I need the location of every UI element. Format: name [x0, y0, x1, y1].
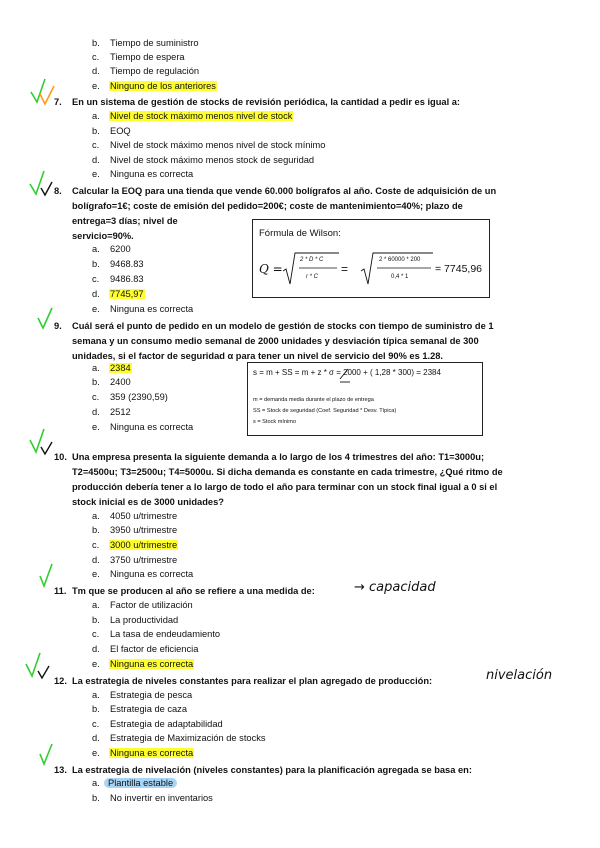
- option-letter: a.: [92, 244, 100, 254]
- question-number: 7.: [54, 97, 62, 107]
- option-letter: a.: [92, 778, 100, 788]
- check-mark-icon: [24, 650, 56, 680]
- option-text: Ninguna es correcta: [110, 169, 194, 179]
- wilson-formula-box: [252, 219, 490, 298]
- formula-q: Q =: [259, 262, 283, 276]
- option-letter: a.: [92, 690, 100, 700]
- question-text: producción debería tener a lo largo de todo el año para terminar con un stock final igual a 0 si el: [72, 482, 498, 492]
- question-text: Tm que se producen al año se refiere a una medida de:: [72, 586, 315, 596]
- handwritten-note: → capacidad: [354, 580, 436, 595]
- option-text: 2512: [110, 407, 131, 417]
- question-number: 10.: [54, 452, 67, 462]
- option-text: Estrategia de caza: [110, 704, 188, 714]
- option-text: Ninguna es correcta: [110, 304, 194, 314]
- option-letter: e.: [92, 748, 100, 758]
- option-letter: d.: [92, 407, 100, 417]
- question-number: 9.: [54, 321, 62, 331]
- option-letter: b.: [92, 259, 100, 269]
- option-text: 4050 u/trimestre: [110, 511, 178, 521]
- question-text: semana y un consumo medio semanal de 2000 unidades y desviación típica semanal de 300: [72, 336, 479, 346]
- formula-denominator: r * C: [306, 274, 318, 280]
- answer-highlight: 2384: [110, 363, 131, 373]
- option-letter: a.: [92, 600, 100, 610]
- option-text: El factor de eficiencia: [110, 644, 199, 654]
- option-letter: b.: [92, 525, 100, 535]
- question-text: La estrategia de niveles constantes para realizar el plan agregado de producción:: [72, 676, 433, 686]
- question-text: stock inicial es de 3000 unidades?: [72, 497, 224, 507]
- formula-title: Fórmula de Wilson:: [259, 228, 341, 239]
- legend-line: SS = Stock de seguridad (Coef. Seguridad * Desv. Típica): [253, 408, 397, 414]
- option-letter: a.: [92, 111, 100, 121]
- option-text: La tasa de endeudamiento: [110, 629, 221, 639]
- option-letter: c.: [92, 52, 100, 62]
- answer-highlight: Nivel de stock máximo menos nivel de stock: [110, 111, 293, 121]
- option-letter: d.: [92, 555, 100, 565]
- answer-highlight: Ninguna es correcta: [110, 659, 194, 669]
- option-letter: c.: [92, 274, 100, 284]
- legend-line: s = Stock mínimo: [253, 419, 297, 425]
- option-letter: c.: [92, 140, 100, 150]
- question-text: entrega=3 días; nivel de: [72, 216, 178, 226]
- question-number: 12.: [54, 676, 67, 686]
- option-text: 3750 u/trimestre: [110, 555, 178, 565]
- option-text: Ninguna es correcta: [110, 422, 194, 432]
- question-text: bolígrafo=1€; coste de emisión del pedido=200€; coste de mantenimiento=40%; plazo de: [72, 201, 463, 211]
- formula-equals: =: [341, 262, 349, 276]
- option-text: 6200: [110, 244, 131, 254]
- answer-highlight: Plantilla estable: [104, 778, 177, 788]
- option-letter: e.: [92, 659, 100, 669]
- question-text: Calcular la EOQ para una tienda que vende 60.000 bolígrafos al año. Coste de adquisición de un: [72, 186, 497, 196]
- option-text: La productividad: [110, 615, 179, 625]
- option-letter: e.: [92, 422, 100, 432]
- option-letter: b.: [92, 38, 100, 48]
- option-letter: e.: [92, 81, 100, 91]
- formula-numerator: 2 * 60000 * 200: [379, 257, 421, 263]
- option-letter: a.: [92, 363, 100, 373]
- option-text: 9486.83: [110, 274, 144, 284]
- option-letter: b.: [92, 126, 100, 136]
- option-text: Estrategia de Maximización de stocks: [110, 733, 266, 743]
- formula-result: = 7745,96: [435, 263, 483, 275]
- question-number: 8.: [54, 186, 62, 196]
- handwritten-note: nivelación: [486, 668, 553, 683]
- formula-text: s = m + SS = m + z * σ = 2000 + ( 1,28 * 300) = 2384: [253, 368, 441, 377]
- option-text: EOQ: [110, 126, 131, 136]
- option-text: 3950 u/trimestre: [110, 525, 178, 535]
- answer-highlight: 7745,97: [110, 289, 144, 299]
- option-text: 9468.83: [110, 259, 144, 269]
- option-text: Nivel de stock máximo menos nivel de stock mínimo: [110, 140, 326, 150]
- option-text: Factor de utilización: [110, 600, 193, 610]
- option-text: Tiempo de regulación: [110, 66, 200, 76]
- option-text: Estrategia de pesca: [110, 690, 193, 700]
- question-text: Cuál será el punto de pedido en un modelo de gestión de stocks con tiempo de suministro de 1: [72, 321, 494, 331]
- option-letter: d.: [92, 733, 100, 743]
- option-letter: b.: [92, 704, 100, 714]
- option-text: No invertir en inventarios: [110, 793, 213, 803]
- legend-line: m = demanda media durante el plazo de entrega: [253, 397, 374, 403]
- question-text: unidades, si el factor de seguridad α para tener un nivel de servicio del 90% es 1.28.: [72, 351, 444, 361]
- answer-highlight: Ninguno de los anteriores: [110, 81, 216, 91]
- option-letter: c.: [92, 392, 100, 402]
- option-letter: d.: [92, 66, 100, 76]
- option-letter: d.: [92, 289, 100, 299]
- answer-highlight: Ninguna es correcta: [110, 748, 194, 758]
- option-letter: e.: [92, 304, 100, 314]
- question-number: 11.: [54, 586, 67, 596]
- option-letter: b.: [92, 377, 100, 387]
- order-point-formula-box: [247, 362, 483, 436]
- option-text: Ninguna es correcta: [110, 569, 194, 579]
- option-letter: d.: [92, 155, 100, 165]
- option-letter: e.: [92, 169, 100, 179]
- question-text: servicio=90%.: [72, 231, 134, 241]
- question-text: Una empresa presenta la siguiente demanda a lo largo de los 4 trimestres del año: T1=3000u;: [72, 452, 485, 462]
- question-number: 13.: [54, 765, 67, 775]
- option-text: Tiempo de espera: [110, 52, 185, 62]
- formula-denominator: 0,4 * 1: [391, 274, 409, 280]
- option-letter: b.: [92, 793, 100, 803]
- question-text: T2=4500u; T3=2500u; T4=5000u. Si dicha demanda es constante en cada trimestre, ¿Qué ritmo de: [72, 467, 503, 477]
- option-text: Tiempo de suministro: [110, 38, 199, 48]
- strike-mark: [338, 367, 352, 385]
- option-letter: b.: [92, 615, 100, 625]
- option-text: Estrategia de adaptabilidad: [110, 719, 223, 729]
- question-text: En un sistema de gestión de stocks de revisión periódica, la cantidad a pedir es igual a:: [72, 97, 461, 107]
- option-letter: d.: [92, 644, 100, 654]
- option-text: 2400: [110, 377, 131, 387]
- option-letter: c.: [92, 719, 100, 729]
- option-letter: e.: [92, 569, 100, 579]
- question-text: La estrategia de nivelación (niveles constantes) para la planificación agregada se basa en:: [72, 765, 472, 775]
- option-letter: c.: [92, 629, 100, 639]
- answer-highlight: 3000 u/trimestre: [110, 540, 178, 550]
- option-text: Nivel de stock máximo menos stock de seguridad: [110, 155, 315, 165]
- option-text: 359 (2390,59): [110, 392, 168, 402]
- formula-numerator: 2 * D * C: [300, 257, 324, 263]
- option-letter: a.: [92, 511, 100, 521]
- option-letter: c.: [92, 540, 100, 550]
- check-mark-icon: [36, 306, 56, 332]
